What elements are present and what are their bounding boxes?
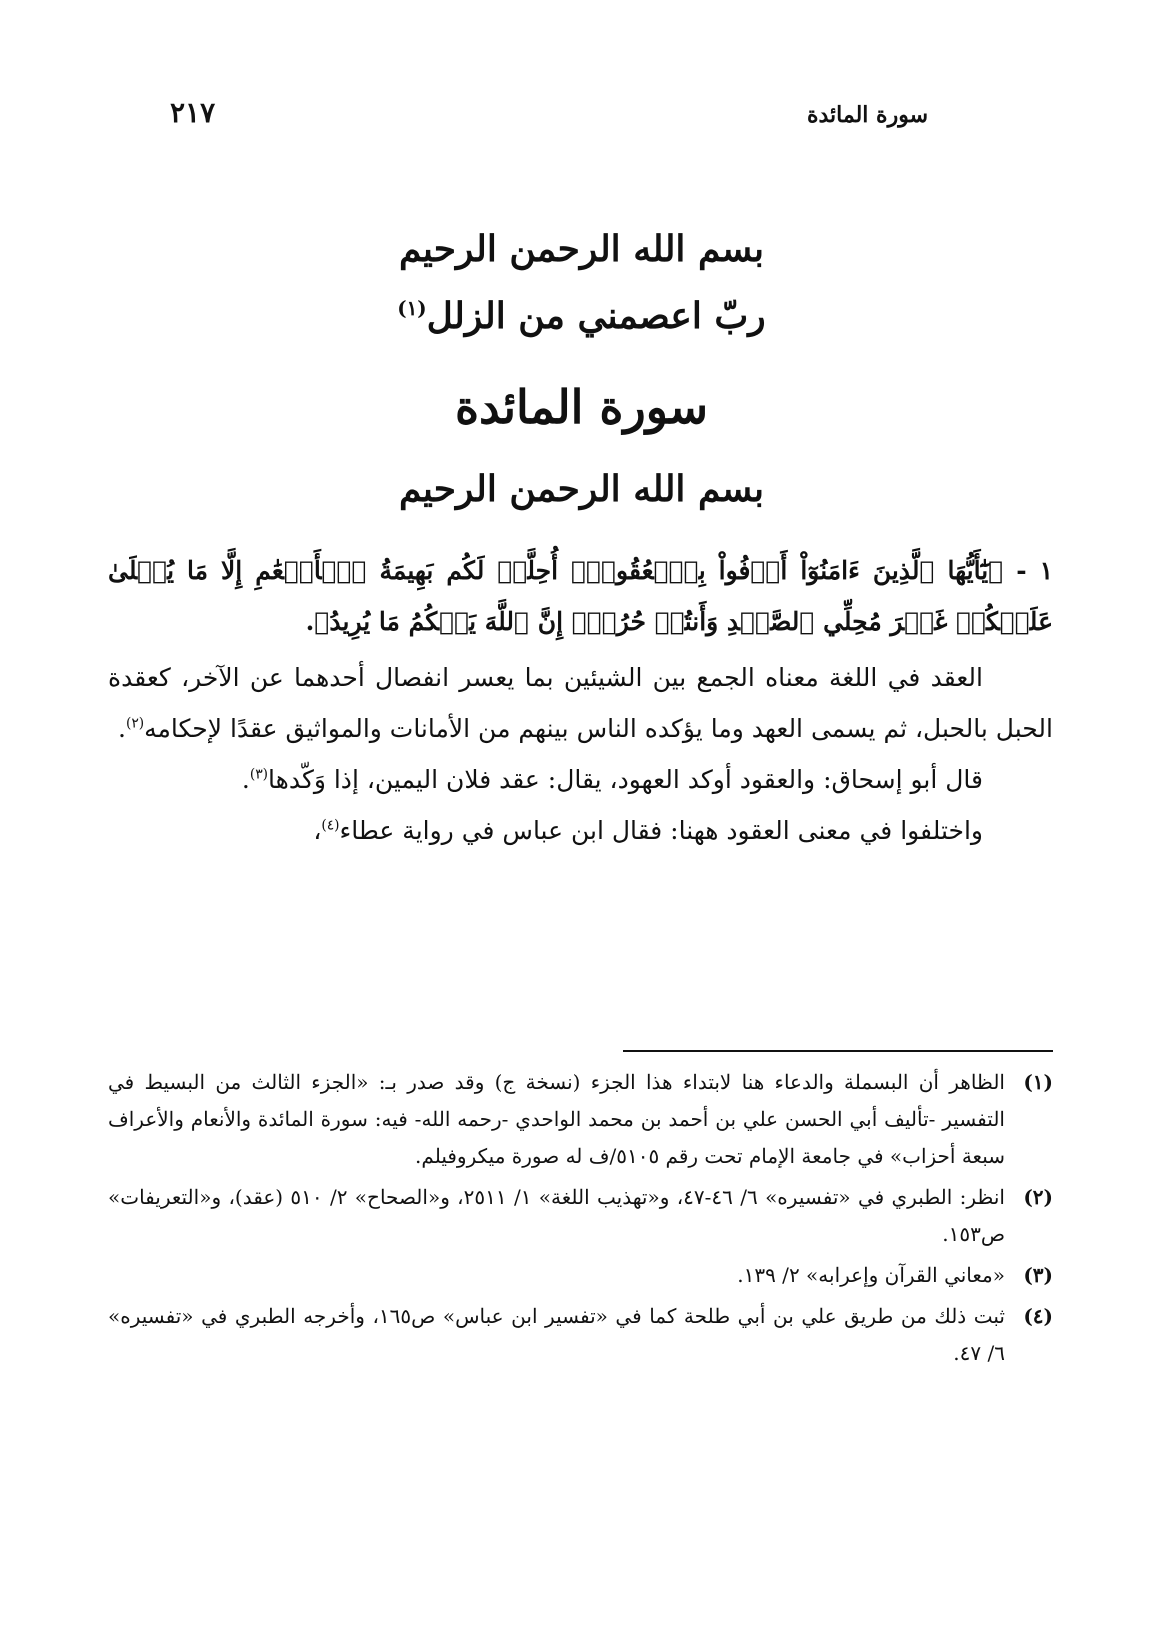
- page-number: ٢١٧: [170, 96, 216, 129]
- verse-1: [108, 545, 1053, 648]
- paragraph-1-text: العقد في اللغة معناه الجمع بين الشيئين بما يعسر انفصال أحدهما عن الآخر، كعقدة الحبل بالحبل، ثم يسمى العهد وما يؤكده الناس بينهم من الأمانات والمواثيق عقدًا لإحكامه: [108, 662, 1053, 743]
- paragraph-1: [108, 652, 1053, 755]
- paragraph-3-end: ،: [313, 816, 322, 846]
- surah-basmala: بسم الله الرحمن الرحيم: [398, 468, 765, 510]
- running-title: سورة المائدة: [806, 102, 928, 128]
- footnote-ref-1: (١): [397, 296, 427, 320]
- paragraph-1-end: .: [117, 713, 126, 743]
- footnote-text: «معاني القرآن وإعرابه» ٢/ ١٣٩.: [737, 1263, 1005, 1287]
- footnote-number: (٤): [1023, 1304, 1053, 1328]
- footnote-ref-3: (٣): [249, 766, 269, 783]
- footnote-divider: [623, 1050, 1053, 1052]
- footnotes: [108, 1064, 1053, 1376]
- paragraph-2-end: .: [241, 765, 250, 794]
- footnote-ref-4: (٤): [321, 817, 340, 834]
- footnote-number: (١): [1023, 1070, 1053, 1094]
- paragraph-3-text: واختلفوا في معنى العقود ههنا: فقال ابن عباس في رواية عطاء: [339, 816, 983, 846]
- footnote-2: [108, 1179, 1053, 1253]
- footnote-number: (٣): [1023, 1263, 1053, 1287]
- footnote-number: (٢): [1023, 1185, 1053, 1209]
- paragraph-2: [108, 754, 1053, 805]
- verse-number: ١ -: [1016, 556, 1053, 585]
- footnote-1: [108, 1064, 1053, 1175]
- footnote-text: انظر: الطبري في «تفسيره» ٦/ ٤٦-٤٧، و«تهذيب اللغة» ١/ ٢٥١١، و«الصحاح» ٢/ ٥١٠ (عقد)، و«التعريفات» ص١٥٣.: [108, 1185, 1005, 1246]
- paragraph-3: [108, 805, 1053, 856]
- footnote-4: [108, 1298, 1053, 1372]
- footnote-3: [108, 1257, 1053, 1294]
- paragraph-2-text: قال أبو إسحاق: والعقود أوكد العهود، يقال: عقد فلان اليمين، إذا وَكّدها: [268, 765, 983, 794]
- dua-text: ربّ اعصمني من الزلل: [426, 295, 766, 337]
- footnote-text: ثبت ذلك من طريق علي بن أبي طلحة كما في «تفسير ابن عباس» ص١٦٥، وأخرجه الطبري في «تفسيره» ٦/ ٤٧.: [108, 1304, 1005, 1365]
- footnote-text: الظاهر أن البسملة والدعاء هنا لابتداء هذا الجزء (نسخة ج) وقد صدر بـ: «الجزء الثالث من البسيط في التفسير -تأليف أبي الحسن علي بن أحمد بن محمد الواحدي -رحمه الله- فيه: سورة المائدة والأنعام والأعراف سبعة أحزاب» في جامعة الإمام تحت رقم ٥١٠٥/ف له صورة ميكروفيلم.: [108, 1070, 1005, 1168]
- footnote-ref-2: (٢): [125, 715, 145, 732]
- surah-title: سورة المائدة: [454, 380, 709, 434]
- main-text: [108, 545, 1053, 857]
- dua-heading: [0, 295, 1163, 337]
- basmala-heading: بسم الله الرحمن الرحيم: [398, 228, 765, 270]
- verse-text: ﴿يَٰٓأَيُّهَا ٱلَّذِينَ ءَامَنُوٓاْ أَوۡفُواْ بِٱلۡعُقُودِۚ أُحِلَّتۡ لَكُم بَهِيمَةُ ٱلۡأَنۡعَٰمِ إِلَّا مَا يُتۡلَىٰ عَلَيۡكُمۡ غَيۡرَ مُحِلِّي ٱلصَّيۡدِ وَأَنتُمۡ حُرُمٌۗ إِنَّ ٱللَّهَ يَحۡكُمُ مَا يُرِيدُ﴾.: [108, 556, 1053, 637]
- page-header: [170, 96, 928, 146]
